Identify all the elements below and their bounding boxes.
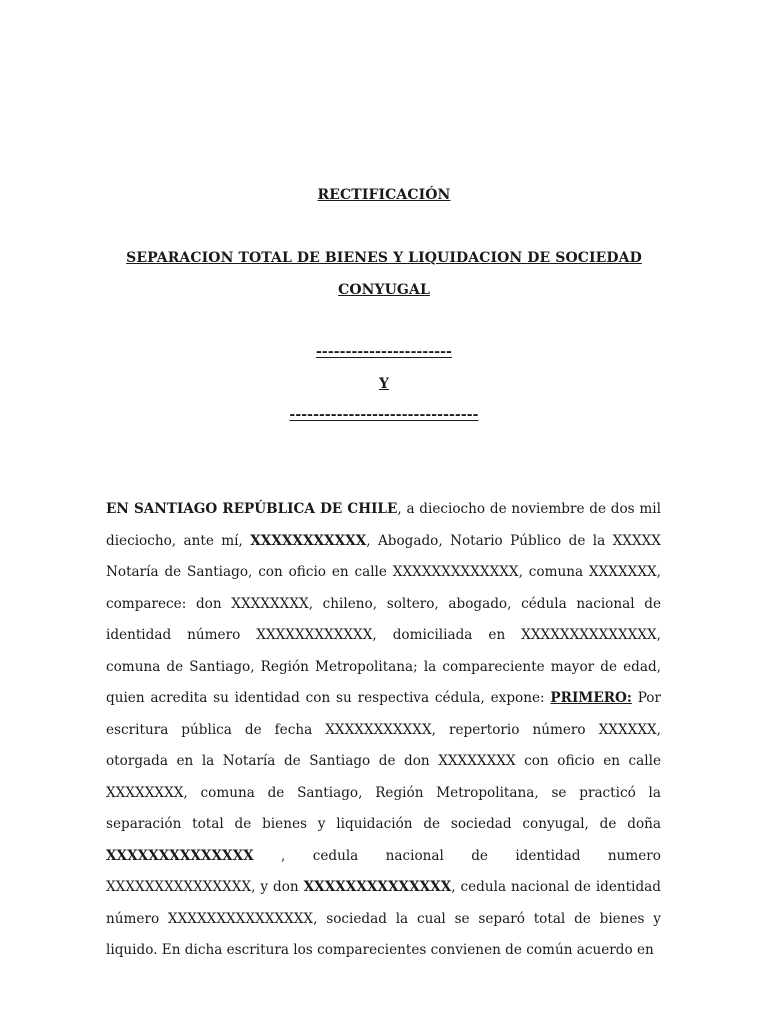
conjunction: Y — [378, 376, 390, 392]
body-text-1: , a dieciocho de noviembre de dos mil dieciocho, ante mí, — [106, 501, 662, 549]
body-text-3: Por escritura pública de fecha XXXXXXXXXXX, repertorio número XXXXXX, otorgada en la Notaría de Santiago de don XXXXXXXX con oficio en calle XXXXXXXX, comuna de Santiago, Región Metropolitana, se practicó la separación total de bienes y liquidación de sociedad conyugal, de doña — [106, 690, 661, 832]
intro-location: EN SANTIAGO REPÚBLICA DE CHILE — [106, 501, 398, 517]
body-paragraph — [106, 494, 661, 967]
husband-name: XXXXXXXXXXXXXX — [303, 879, 452, 895]
document-subtitle-line-2: CONYUGAL — [338, 282, 430, 298]
document-subtitle-line-1: SEPARACION TOTAL DE BIENES Y LIQUIDACION DE SOCIEDAD — [126, 250, 642, 266]
document-title: RECTIFICACIÓN — [317, 187, 451, 203]
party-b-placeholder: -------------------------------- — [289, 407, 479, 423]
body-text-4: , cedula nacional de identidad numero XXXXXXXXXXXXXXX, y don — [106, 847, 661, 895]
notary-name: XXXXXXXXXXX — [250, 532, 367, 549]
clause-primero: PRIMERO: — [550, 690, 632, 706]
body-text-2: , Abogado, Notario Público de la XXXXX Notaría de Santiago, con oficio en calle XXXXXXXXXXXXX, comuna XXXXXXX, comparece: don XXXXXXXX, chileno, soltero, abogado, cédula nacional de identidad número XXXXXXXXXXXX, domiciliada en XXXXXXXXXXXXXX, comuna de Santiago, Región Metropolitana; la compareciente mayor de edad, quien acredita su identidad con su respectiva cédula, expone: — [106, 532, 661, 706]
wife-name: XXXXXXXXXXXXXX — [106, 847, 254, 864]
party-a-placeholder: ----------------------- — [316, 344, 452, 360]
body-text-5: , cedula nacional de identidad número XXXXXXXXXXXXXXX, sociedad la cual se separó total de bienes y liquido. En dicha escritura los comparecientes convienen de común acuerdo en — [106, 879, 661, 958]
